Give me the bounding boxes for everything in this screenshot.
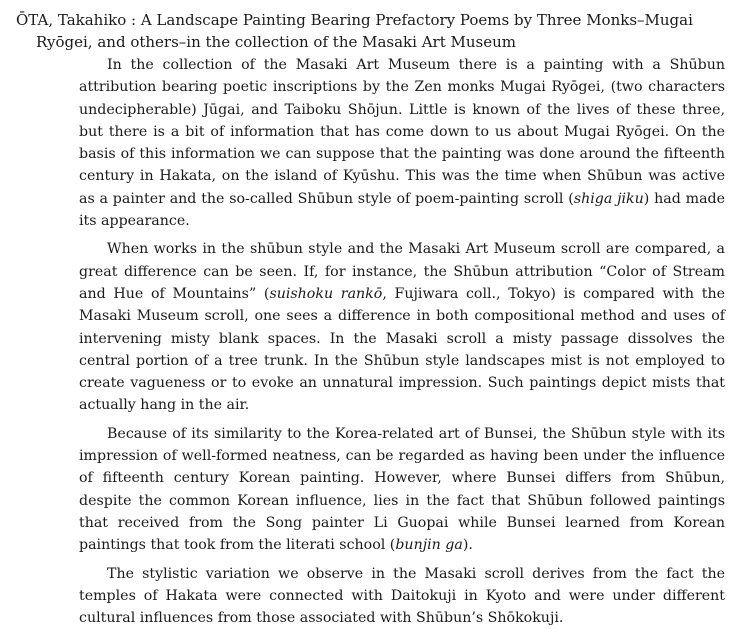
article-body	[79, 54, 725, 629]
paragraph-4	[79, 563, 725, 629]
article-title-line-1: ŌTA, Takahiko : A Landscape Painting Bearing Prefactory Poems by Three Monks–Mugai	[16, 11, 693, 29]
paragraph-1-italic-term: shiga jiku	[573, 190, 644, 207]
paragraph-1-text-b: ) had made its appearance.	[79, 190, 726, 230]
paragraph-2	[79, 238, 725, 416]
paragraph-3-text-b: ).	[462, 537, 473, 554]
paragraph-1	[79, 54, 725, 232]
paragraph-4-text: The stylistic variation we observe in the Masaki scroll derives from the fact the temples of Hakata were connected with Daitokuji in Kyoto and were under different cultural influences from those associated with Shūbun’s Shōkokuji.	[79, 565, 725, 627]
paragraph-3	[79, 423, 725, 557]
paragraph-2-italic-term: suishoku rankō	[269, 285, 383, 302]
paragraph-2-text-a: When works in the shūbun style and the Masaki Art Museum scroll are compared, a great difference can be seen. If, for instance, the Shūbun attribution “Color of Stream and Hue of Mountains” (	[79, 241, 725, 302]
paragraph-1-text-a: In the collection of the Masaki Art Museum there is a painting with a Shūbun attribution bearing poetic inscriptions by the Zen monks Mugai Ryōgei, (two characters undecipherable) Jūgai, and Taiboku Shōjun. Little is known of the lives of these three, but there is a bit of information that has come down to us about Mugai Ryōgei. On the basis of this information we can suppose that the painting was done around the fifteenth century in Hakata, on the island of Kyūshu. This was the time when Shūbun was active as a painter and the so-called Shūbun style of poem-painting scroll (	[79, 57, 725, 207]
paragraph-3-text-a: Because of its similarity to the Korea-related art of Bunsei, the Shūbun style with its impression of well-formed neatness, can be regarded as having been under the influence of fifteenth century Korean painting. However, where Bunsei differs from Shūbun, despite the common Korean influence, lies in the fact that Shūbun followed paintings that received from the Song painter Li Guopai while Bunsei learned from Korean paintings that took from the literati school (	[79, 425, 725, 554]
paragraph-2-text-b: , Fujiwara coll., Tokyo) is compared with the Masaki Museum scroll, one sees a difference in both compositional method and uses of intervening misty blank spaces. In the Masaki scroll a misty passage dissolves the central portion of a tree trunk. In the Shūbun style landscapes mist is not employed to create vagueness or to evoke an unnatural impression. Such paintings depict mists that actually hang in the air.	[79, 285, 725, 414]
article-title-line-2: Ryōgei, and others–in the collection of the Masaki Art Museum	[36, 33, 516, 51]
article-title	[16, 9, 740, 53]
paragraph-3-italic-term: bunjin ga	[395, 537, 463, 554]
